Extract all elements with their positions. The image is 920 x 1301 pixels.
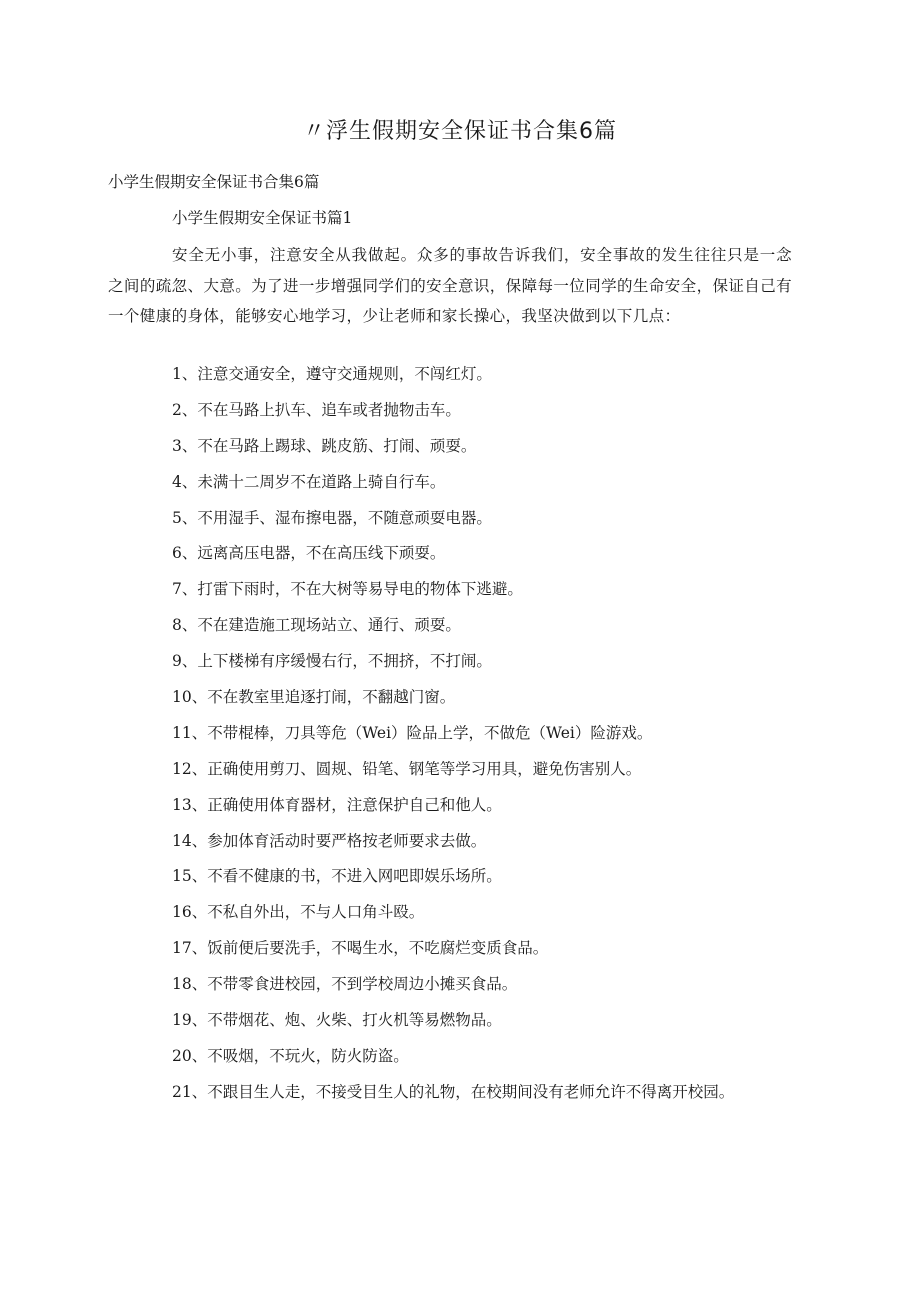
pledge-item: 2、不在马路上扒车、追车或者抛物击车。 (172, 400, 461, 419)
pledge-item: 4、未满十二周岁不在道路上骑自行车。 (172, 472, 446, 491)
pledge-item: 15、不看不健康的书，不进入网吧即娱乐场所。 (172, 867, 502, 886)
intro-paragraph: 安全无小事，注意安全从我做起。众多的事故告诉我们，安全事故的发生往往只是一念之间的疏忽、大意。为了进一步增强同学们的安全意识，保障每一位同学的生命安全，保证自己有一个健康的身体，能够安心地学习，少让老师和家长操心，我坚决做到以下几点： (108, 246, 792, 325)
pledge-item: 6、远离高压电器，不在高压线下顽耍。 (172, 544, 446, 563)
pledge-item: 12、正确使用剪刀、圆规、铅笔、钢笔等学习用具，避免伤害别人。 (172, 759, 642, 778)
pledge-item: 13、正确使用体育器材，注意保护自己和他人。 (172, 795, 502, 814)
pledge-item: 21、不跟目生人走，不接受目生人的礼物，在校期间没有老师允许不得离开校园。 (172, 1082, 735, 1101)
pledge-item: 3、不在马路上踢球、跳皮筋、打闹、顽耍。 (172, 436, 477, 455)
pledge-item: 1、注意交通安全，遵守交通规则，不闯红灯。 (172, 365, 492, 383)
pledge-item: 5、不用湿手、湿布擦电器，不随意顽耍电器。 (172, 508, 492, 527)
document-title: 〃浮生假期安全保证书合集6篇 (303, 119, 617, 144)
pledge-item: 7、打雷下雨时，不在大树等易导电的物体下逃避。 (172, 580, 523, 599)
pledge-item: 10、不在教室里追逐打闹，不翻越门窗。 (172, 688, 456, 707)
pledge-item: 17、饭前便后要洗手，不喝生水，不吃腐烂变质食品。 (172, 939, 549, 958)
pledge-item: 20、不吸烟，不玩火，防火防盗。 (172, 1046, 409, 1065)
section-heading: 小学生假期安全保证书篇1 (172, 209, 353, 227)
pledge-item: 16、不私自外出，不与人口角斗殴。 (172, 903, 425, 922)
pledge-item: 19、不带烟花、炮、火柴、打火机等易燃物品。 (172, 1011, 502, 1030)
document-subtitle: 小学生假期安全保证书合集6篇 (108, 173, 320, 191)
pledge-item: 9、上下楼梯有序缓慢右行，不拥挤，不打闹。 (172, 652, 492, 671)
pledge-list (172, 362, 812, 1116)
pledge-item: 8、不在建造施工现场站立、通行、顽耍。 (172, 616, 461, 635)
pledge-item: 18、不带零食进校园，不到学校周边小摊买食品。 (172, 975, 518, 994)
pledge-item: 14、参加体育活动时要严格按老师要求去做。 (172, 831, 487, 850)
pledge-item: 11、不带棍棒，刀具等危（Wei）险品上学，不做危（Wei）险游戏。 (172, 723, 653, 742)
